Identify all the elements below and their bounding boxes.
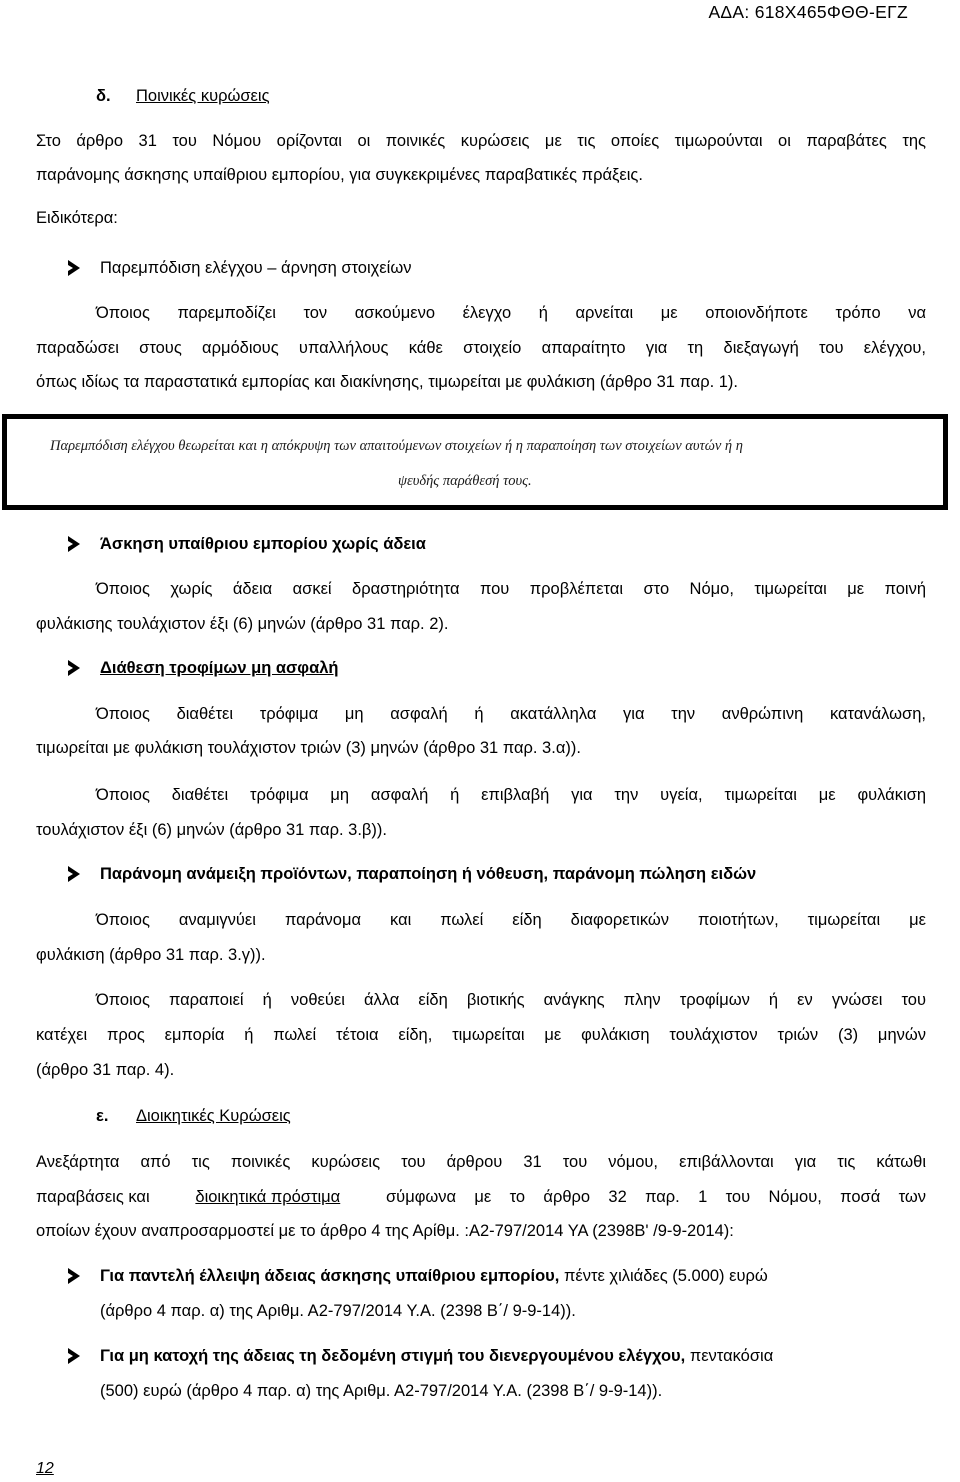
fine-line [100, 1266, 768, 1286]
fine-title: Για μη κατοχή της άδειας τη δεδομένη στιγμή του διενεργουμένου ελέγχου, [100, 1347, 686, 1365]
paragraph-line: (άρθρο 4 παρ. α) της Αριθμ. Α2-797/2014 Υ.Α. (2398 Β΄/ 9-9-14)). [100, 1302, 576, 1320]
bullet-heading: Παρεμπόδιση ελέγχου – άρνηση στοιχείων [100, 259, 412, 277]
note-line: ψευδής παράθεσή τους. [398, 473, 532, 489]
arrow-bullet-icon [68, 1268, 80, 1284]
paragraph-line: παραδώσει στους αρμόδιους υπαλλήλους κάθε στοιχείο απαραίτητο για τη διεξαγωγή του ελέγχου, [36, 339, 926, 357]
arrow-bullet-icon [68, 536, 80, 552]
fine-line [100, 1346, 773, 1366]
fine-title: Για παντελή έλλειψη άδειας άσκησης υπαίθριου εμπορίου, [100, 1267, 560, 1285]
paragraph-line: Όποιος αναμιγνύει παράνομα και πωλεί είδη διαφορετικών ποιοτήτων, τιμωρείται με [96, 911, 926, 929]
paragraph-line: Όποιος χωρίς άδεια ασκεί δραστηριότητα που προβλέπεται στο Νόμο, τιμωρείται με ποινή [96, 580, 926, 598]
text-segment: παραβάσεις και [36, 1188, 150, 1206]
paragraph-line: όπως ιδίως τα παραστατικά εμπορίας και διακίνησης, τιμωρείται με φυλάκιση (άρθρο 31 παρ. 1). [36, 373, 738, 391]
arrow-bullet-icon [68, 260, 80, 276]
paragraph-line: φυλάκιση (άρθρο 31 παρ. 3.γ)). [36, 946, 266, 964]
paragraph-line: κατέχει προς εμπορία ή πωλεί τέτοια είδη, τιμωρείται με φυλάκιση τουλάχιστον τριών (3) μηνών [36, 1026, 926, 1044]
paragraph-line: Ανεξάρτητα από τις ποινικές κυρώσεις του άρθρου 31 του νόμου, επιβάλλονται για τις κάτωθι [36, 1153, 926, 1171]
admin-fines-link[interactable]: διοικητικά πρόστιμα [195, 1188, 341, 1206]
note-line: Παρεμπόδιση ελέγχου θεωρείται και η απόκρυψη των απαιτούμενων στοιχείων ή η παραποίηση των στοιχείων αυτών ή η [50, 438, 743, 454]
document-ada-code: ΑΔΑ: 618Χ465ΦΘΘ-ΕΓΖ [708, 2, 908, 22]
bullet-heading: Διάθεση τροφίμων μη ασφαλή [100, 659, 339, 677]
text-segment: σύμφωνα με το άρθρο 32 παρ. 1 του Νόμου, ποσά των [385, 1188, 926, 1206]
note-box [2, 414, 948, 510]
paragraph-line: φυλάκισης τουλάχιστον έξι (6) μηνών (άρθρο 31 παρ. 2). [36, 615, 449, 633]
section-title-admin: Διοικητικές Κυρώσεις [136, 1107, 291, 1125]
section-letter-e: ε. [96, 1107, 109, 1125]
paragraph-line: (άρθρο 31 παρ. 4). [36, 1061, 175, 1079]
paragraph-line: Όποιος διαθέτει τρόφιμα μη ασφαλή ή ακατάλληλα για την ανθρώπινη κατανάλωση, [96, 705, 926, 723]
paragraph-line: τουλάχιστον έξι (6) μηνών (άρθρο 31 παρ. 3.β)). [36, 821, 387, 839]
paragraph-line: Ειδικότερα: [36, 209, 118, 227]
page-number: 12 [36, 1460, 54, 1477]
bullet-heading: Άσκηση υπαίθριου εμπορίου χωρίς άδεια [100, 535, 426, 553]
arrow-bullet-icon [68, 1348, 80, 1364]
paragraph-line: Όποιος διαθέτει τρόφιμα μη ασφαλή ή επιβλαβή για την υγεία, τιμωρείται με φυλάκιση [96, 786, 926, 804]
paragraph-line: Στο άρθρο 31 του Νόμου ορίζονται οι ποινικές κυρώσεις με τις οποίες τιμωρούνται οι παραβάτες της [36, 132, 926, 150]
section-letter-d: δ. [96, 87, 111, 105]
fine-amount: πεντακόσια [685, 1347, 774, 1365]
fine-amount: πέντε χιλιάδες (5.000) ευρώ [559, 1267, 768, 1285]
paragraph-line: τιμωρείται με φυλάκιση τουλάχιστον τριών (3) μηνών (άρθρο 31 παρ. 3.α)). [36, 739, 581, 757]
section-title-penal: Ποινικές κυρώσεις [136, 87, 270, 105]
paragraph-line: οποίων έχουν αναπροσαρμοστεί με το άρθρο 4 της Αρίθμ. :Α2-797/2014 ΥΑ (2398Β' /9-9-2014): [36, 1222, 734, 1240]
paragraph-line: Όποιος παρεμποδίζει τον ασκούμενο έλεγχο ή αρνείται με οποιονδήποτε τρόπο να [96, 304, 926, 322]
paragraph-line: παράνομης άσκησης υπαίθριου εμπορίου, για συγκεκριμένες παραβατικές πράξεις. [36, 166, 643, 184]
paragraph-line: (500) ευρώ (άρθρο 4 παρ. α) της Αριθμ. Α2-797/2014 Υ.Α. (2398 Β΄/ 9-9-14)). [100, 1382, 663, 1400]
paragraph-line [36, 1187, 926, 1207]
bullet-heading: Παράνομη ανάμειξη προϊόντων, παραποίηση ή νόθευση, παράνομη πώληση ειδών [100, 865, 757, 883]
paragraph-line: Όποιος παραποιεί ή νοθεύει άλλα είδη βιοτικής ανάγκης πλην τροφίμων ή εν γνώσει του [96, 991, 926, 1009]
arrow-bullet-icon [68, 660, 80, 676]
arrow-bullet-icon [68, 866, 80, 882]
